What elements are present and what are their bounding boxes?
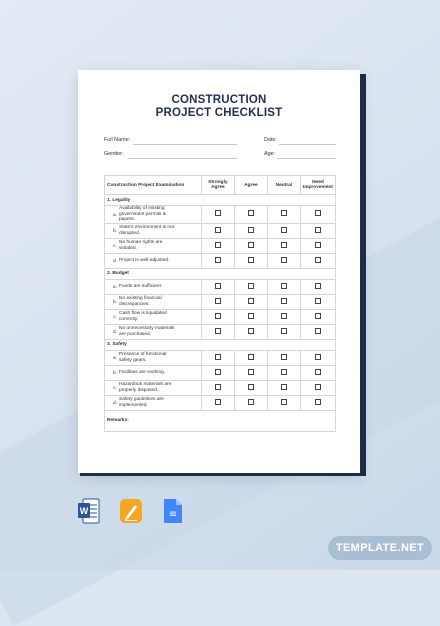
need-improvement-cell [300, 380, 335, 395]
need-improvement-cell [300, 238, 335, 253]
strongly-agree-cell [201, 238, 234, 253]
neutral-cell [267, 206, 300, 224]
checklist-item-row [105, 279, 336, 294]
neutral-checkbox[interactable] [281, 210, 287, 216]
need-improvement-cell [300, 253, 335, 268]
agree-cell [234, 253, 267, 268]
strongly-agree-cell [201, 309, 234, 324]
neutral-checkbox[interactable] [281, 242, 287, 248]
item-text: Project is well-adjusted. [119, 257, 170, 263]
checklist-document-preview[interactable] [78, 70, 360, 473]
need-improvement-checkbox[interactable] [315, 257, 321, 263]
column-header-need-improvement: Need Improvement [300, 176, 335, 195]
checklist-item-cell [105, 395, 202, 410]
item-text: Cash flow is liquidated correctly. [119, 311, 167, 322]
date-label: Date: [264, 137, 277, 143]
item-letter: b. [112, 370, 117, 376]
checklist-item-cell [105, 223, 202, 238]
need-improvement-checkbox[interactable] [315, 384, 321, 390]
need-improvement-checkbox[interactable] [315, 399, 321, 405]
strongly-agree-checkbox[interactable] [215, 384, 221, 390]
column-header-neutral: Neutral [267, 176, 300, 195]
item-letter: b. [112, 300, 117, 306]
remarks-label: Remarks: [105, 410, 336, 431]
gender-label: Gender: [104, 151, 124, 157]
docs-icon-lines: ≡ [168, 509, 178, 520]
neutral-checkbox[interactable] [281, 354, 287, 360]
neutral-checkbox[interactable] [281, 257, 287, 263]
item-letter: a. [112, 212, 117, 218]
checklist-table [104, 175, 336, 432]
neutral-cell [267, 309, 300, 324]
column-header-agree: Agree [234, 176, 267, 195]
table-header-row [105, 176, 336, 195]
strongly-agree-cell [201, 206, 234, 224]
item-letter: c. [113, 386, 117, 392]
checklist-item-cell [105, 365, 202, 380]
strongly-agree-checkbox[interactable] [215, 283, 221, 289]
strongly-agree-checkbox[interactable] [215, 399, 221, 405]
neutral-checkbox[interactable] [281, 313, 287, 319]
item-text: Safety guidelines are implemented. [119, 397, 164, 408]
strongly-agree-cell [201, 279, 234, 294]
strongly-agree-checkbox[interactable] [215, 354, 221, 360]
strongly-agree-cell [201, 324, 234, 339]
template-net-brand-badge[interactable]: TEMPLATE.NET [328, 536, 432, 560]
neutral-checkbox[interactable] [281, 298, 287, 304]
neutral-cell [267, 395, 300, 410]
neutral-cell [267, 223, 300, 238]
strongly-agree-cell [201, 365, 234, 380]
neutral-cell [267, 279, 300, 294]
strongly-agree-checkbox[interactable] [215, 298, 221, 304]
item-letter: d. [112, 258, 117, 264]
neutral-cell [267, 238, 300, 253]
gender-line [128, 158, 237, 159]
neutral-cell [267, 380, 300, 395]
item-text: Hazardous materials are properly disposed. [119, 382, 172, 393]
section-title: 2. Budget [105, 268, 336, 279]
agree-checkbox[interactable] [248, 328, 254, 334]
need-improvement-cell [300, 279, 335, 294]
agree-checkbox[interactable] [248, 210, 254, 216]
neutral-checkbox[interactable] [281, 384, 287, 390]
strongly-agree-cell [201, 253, 234, 268]
google-docs-icon[interactable] [162, 498, 184, 524]
neutral-checkbox[interactable] [281, 369, 287, 375]
need-improvement-checkbox[interactable] [315, 283, 321, 289]
neutral-checkbox[interactable] [281, 328, 287, 334]
date-line [279, 144, 336, 145]
agree-checkbox[interactable] [248, 384, 254, 390]
section-title: 3. Safety [105, 339, 336, 350]
item-letter: b. [112, 229, 117, 235]
agree-cell [234, 309, 267, 324]
need-improvement-cell [300, 206, 335, 224]
need-improvement-checkbox[interactable] [315, 210, 321, 216]
checklist-item-row [105, 324, 336, 339]
need-improvement-checkbox[interactable] [315, 227, 321, 233]
full-name-label: Full Name: [104, 137, 131, 143]
age-line [277, 158, 336, 159]
need-improvement-cell [300, 294, 335, 309]
strongly-agree-checkbox[interactable] [215, 210, 221, 216]
neutral-cell [267, 294, 300, 309]
section-row [105, 268, 336, 279]
agree-cell [234, 350, 267, 365]
agree-checkbox[interactable] [248, 242, 254, 248]
need-improvement-checkbox[interactable] [315, 313, 321, 319]
neutral-checkbox[interactable] [281, 399, 287, 405]
agree-checkbox[interactable] [248, 283, 254, 289]
document-title-line-2: PROJECT CHECKLIST [155, 107, 283, 119]
checklist-item-cell [105, 279, 202, 294]
strongly-agree-checkbox[interactable] [215, 369, 221, 375]
agree-cell [234, 206, 267, 224]
neutral-checkbox[interactable] [281, 283, 287, 289]
checklist-item-row [105, 395, 336, 410]
neutral-checkbox[interactable] [281, 227, 287, 233]
need-improvement-checkbox[interactable] [315, 369, 321, 375]
need-improvement-checkbox[interactable] [315, 328, 321, 334]
agree-cell [234, 238, 267, 253]
neutral-cell [267, 324, 300, 339]
need-improvement-cell [300, 309, 335, 324]
word-icon-letter: W [79, 506, 89, 516]
item-text: Presence of functional safety gears. [119, 352, 167, 363]
need-improvement-cell [300, 365, 335, 380]
checklist-item-row [105, 206, 336, 224]
item-text: No unnecessary materials are purchased. [119, 326, 175, 337]
checklist-item-row [105, 309, 336, 324]
agree-cell [234, 279, 267, 294]
age-label: Age: [264, 151, 276, 157]
neutral-cell [267, 350, 300, 365]
checklist-item-row [105, 223, 336, 238]
checklist-item-cell [105, 380, 202, 395]
checklist-item-row [105, 253, 336, 268]
checklist-item-cell [105, 206, 202, 224]
checklist-item-row [105, 350, 336, 365]
document-title-line-1: CONSTRUCTION [171, 94, 267, 106]
section-row [105, 195, 336, 206]
strongly-agree-checkbox[interactable] [215, 227, 221, 233]
strongly-agree-cell [201, 380, 234, 395]
strongly-agree-checkbox[interactable] [215, 328, 221, 334]
section-row [105, 339, 336, 350]
checklist-item-row [105, 365, 336, 380]
agree-cell [234, 223, 267, 238]
need-improvement-checkbox[interactable] [315, 354, 321, 360]
strongly-agree-checkbox[interactable] [215, 257, 221, 263]
need-improvement-cell [300, 350, 335, 365]
checklist-item-row [105, 294, 336, 309]
agree-cell [234, 380, 267, 395]
checklist-item-row [105, 238, 336, 253]
strongly-agree-cell [201, 395, 234, 410]
item-text: Funds are sufficient. [119, 283, 163, 289]
checklist-item-cell [105, 294, 202, 309]
checklist-item-cell [105, 253, 202, 268]
column-header-strongly-agree: Strongly Agree [201, 176, 234, 195]
neutral-cell [267, 365, 300, 380]
agree-cell [234, 294, 267, 309]
checklist-item-cell [105, 238, 202, 253]
checklist-item-row [105, 380, 336, 395]
checklist-item-cell [105, 324, 202, 339]
strongly-agree-checkbox[interactable] [215, 313, 221, 319]
strongly-agree-checkbox[interactable] [215, 242, 221, 248]
agree-checkbox[interactable] [248, 227, 254, 233]
item-letter: d. [112, 401, 117, 407]
agree-checkbox[interactable] [248, 257, 254, 263]
item-letter: a. [112, 284, 117, 290]
strongly-agree-cell [201, 223, 234, 238]
strongly-agree-cell [201, 294, 234, 309]
apple-pages-icon[interactable] [120, 498, 142, 524]
need-improvement-checkbox[interactable] [315, 298, 321, 304]
item-letter: c. [113, 244, 117, 250]
item-text: No existing financial discrepancies. [119, 296, 162, 307]
need-improvement-cell [300, 324, 335, 339]
agree-cell [234, 365, 267, 380]
item-letter: c. [113, 315, 117, 321]
remarks-row [105, 410, 336, 431]
neutral-cell [267, 253, 300, 268]
section-title: 1. Legality [105, 195, 336, 206]
microsoft-word-icon[interactable] [78, 498, 100, 524]
need-improvement-cell [300, 395, 335, 410]
agree-cell [234, 324, 267, 339]
agree-checkbox[interactable] [248, 313, 254, 319]
column-header-examination: Construction Project Examination [105, 176, 202, 195]
need-improvement-checkbox[interactable] [315, 242, 321, 248]
item-text: Facilities are working. [119, 369, 166, 375]
checklist-item-cell [105, 350, 202, 365]
agree-checkbox[interactable] [248, 399, 254, 405]
agree-checkbox[interactable] [248, 354, 254, 360]
item-letter: a. [112, 356, 117, 362]
need-improvement-cell [300, 223, 335, 238]
strongly-agree-cell [201, 350, 234, 365]
agree-cell [234, 395, 267, 410]
agree-checkbox[interactable] [248, 298, 254, 304]
agree-checkbox[interactable] [248, 369, 254, 375]
item-text: No human rights are violated. [119, 240, 163, 251]
item-letter: d. [112, 330, 117, 336]
item-text: State's environment is not disrupted. [119, 225, 175, 236]
item-text: Availability of existing government permits & papers. [119, 206, 166, 223]
full-name-line [133, 144, 237, 145]
checklist-item-cell [105, 309, 202, 324]
